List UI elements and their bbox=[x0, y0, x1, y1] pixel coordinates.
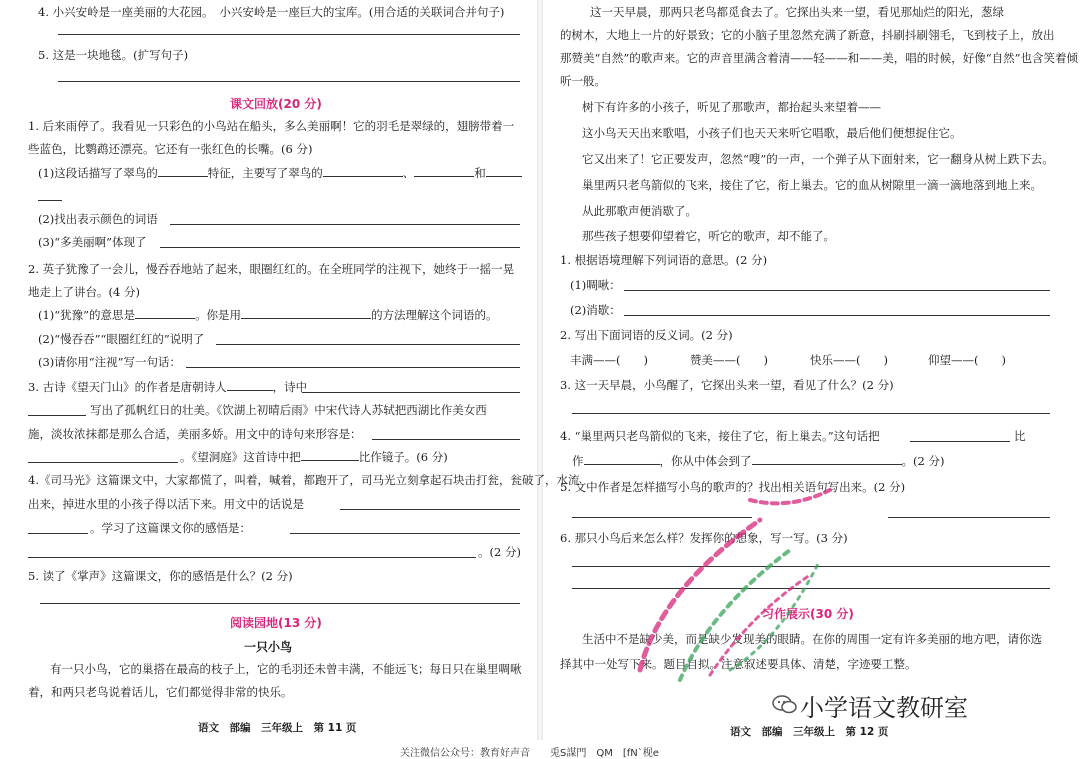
question-4-line: 4.《司马光》这篇课文中，大家都慌了，叫着，喊着，都跑开了，司马光立刻拿起石块击打瓮，瓮破了，水流 bbox=[28, 473, 580, 487]
answer-line[interactable] bbox=[216, 344, 520, 345]
answer-line[interactable] bbox=[40, 603, 520, 604]
question-5-text: 5. 这是一块地毯。(扩写句子) bbox=[38, 48, 189, 62]
antonym-item: 丰满——( ) bbox=[570, 353, 648, 367]
blank[interactable] bbox=[910, 441, 1010, 442]
story-line: 这小鸟天天出来歌唱，小孩子们也天天来听它唱歌，最后他们便想捉住它。 bbox=[582, 126, 962, 140]
wechat-icon bbox=[772, 694, 798, 714]
answer-line[interactable] bbox=[28, 557, 476, 558]
question-4-line: 作 ，你从中体会到了 。(2 分) bbox=[572, 454, 945, 468]
question-2-text: 2. 写出下面词语的反义词。(2 分) bbox=[560, 328, 733, 342]
sub-question-label: (1)啁啾： bbox=[570, 278, 621, 292]
score-note: 。(2 分) bbox=[478, 545, 521, 559]
passage-1-line: 些蓝色，比鹦鹉还漂亮。它还有一张红色的长嘴。(6 分) bbox=[28, 142, 313, 156]
blank[interactable] bbox=[28, 462, 178, 463]
story-line: 巢里两只老鸟箭似的飞来，接住了它，衔上巢去。它的血从树隙里一滴一滴地落到地上来。 bbox=[582, 178, 1042, 192]
writing-prompt: 生活中不是缺少美，而是缺少发现美的眼睛。在你的周围一定有许多美丽的地方吧，请你选 bbox=[582, 632, 1042, 646]
answer-line[interactable] bbox=[624, 315, 1050, 316]
question-3: 3. 古诗《望天门山》的作者是唐朝诗人 ，诗中 bbox=[28, 380, 308, 394]
question-5b-text: 5. 读了《掌声》这篇课文，你的感悟是什么？(2 分) bbox=[28, 569, 293, 583]
passage-1-line: 1. 后来雨停了。我看见一只彩色的小鸟站在船头，多么美丽啊！它的羽毛是翠绿的，翅膀带着一 bbox=[28, 119, 515, 133]
passage-2-line: 地走上了讲台。(4 分) bbox=[28, 285, 140, 299]
story-line: 它又出来了！它正要发声，忽然“嗖”的一声，一个弹子从下面射来，它一翻身从树上跌下去。 bbox=[582, 152, 1054, 166]
answer-line[interactable] bbox=[572, 413, 1050, 414]
page-footer: 语文 部编 三年级上 第 12 页 bbox=[730, 726, 889, 738]
blank[interactable] bbox=[28, 415, 86, 416]
blank[interactable] bbox=[227, 379, 273, 391]
question-6-text: 6. 那只小鸟后来怎么样？发挥你的想象，写一写。(3 分) bbox=[560, 531, 848, 545]
sub-question: (1)“犹豫”的意思是 。你是用 的方法理解这个词语的。 bbox=[38, 308, 498, 322]
antonym-item: 仰望——( ) bbox=[928, 353, 1006, 367]
question-3-line: 写出了孤帆红日的壮美。《饮湖上初晴后雨》中宋代诗人苏轼把西湖比作美女西 bbox=[90, 403, 487, 417]
passage-2-line: 2. 英子犹豫了一会儿，慢吞吞地站了起来，眼圈红红的。在全班同学的注视下，她终于一摇一晃 bbox=[28, 262, 515, 276]
blank[interactable] bbox=[584, 453, 660, 465]
question-3-line: 施，淡妆浓抹都是那么合适，美丽多娇。用文中的诗句来形容是： bbox=[28, 427, 362, 441]
story-line: 有一只小鸟，它的巢搭在最高的枝子上，它的毛羽还未曾丰满，不能远飞；每日只在巢里啁啾 bbox=[50, 662, 522, 676]
blank[interactable] bbox=[28, 533, 88, 534]
blank[interactable] bbox=[323, 165, 403, 177]
answer-line[interactable] bbox=[290, 533, 520, 534]
question-5-text: 5. 文中作者是怎样描写小鸟的歌声的？找出相关语句写出来。(2 分) bbox=[560, 480, 906, 494]
answer-line[interactable] bbox=[170, 224, 520, 225]
answer-line[interactable] bbox=[160, 247, 520, 248]
section-heading-review: 课文回放(20 分) bbox=[230, 97, 322, 111]
section-heading-reading: 阅读园地(13 分) bbox=[230, 616, 322, 630]
sub-question-label: (3)“多美丽啊”体现了 bbox=[38, 235, 147, 249]
section-heading-writing: 习作展示(30 分) bbox=[762, 607, 854, 621]
sub-question: (1)这段话描写了翠鸟的 特征，主要写了翠鸟的 、 和 bbox=[38, 165, 522, 181]
question-1-text: 1. 根据语境理解下列词语的意思。(2 分) bbox=[560, 253, 768, 267]
answer-line[interactable] bbox=[372, 439, 520, 440]
page-footer: 语文 部编 三年级上 第 11 页 bbox=[198, 722, 357, 734]
seal-stamp bbox=[600, 470, 860, 690]
story-line: 的树木，大地上一片的好景致；它的小脑子里忽然充满了新意，抖刷抖刷翎毛，飞到枝子上，放出 bbox=[560, 28, 1055, 42]
sub-question-label: (2)找出表示颜色的词语 bbox=[38, 212, 158, 226]
sub-question-label: (2)“慢吞吞”“眼圈红红的”说明了 bbox=[38, 332, 205, 346]
answer-line[interactable] bbox=[340, 509, 520, 510]
story-title: 一只小鸟 bbox=[244, 640, 293, 654]
antonym-item: 快乐——( ) bbox=[810, 353, 888, 367]
question-4-text: 4. 小兴安岭是一座美丽的大花园。 小兴安岭是一座巨大的宝库。(用合适的关联词合并句子) bbox=[38, 5, 505, 19]
question-4-line: 出来，掉进水里的小孩子得以活下来。用文中的话说是 bbox=[28, 497, 304, 511]
blank[interactable] bbox=[414, 165, 474, 177]
answer-line[interactable] bbox=[58, 81, 520, 82]
blank[interactable] bbox=[38, 200, 62, 201]
answer-line[interactable] bbox=[624, 290, 1050, 291]
question-4-line: 。学习了这篇课文你的感悟是： bbox=[90, 521, 251, 535]
sub-question-label: (2)消歇： bbox=[570, 303, 621, 317]
story-line: 树下有许多的小孩子，听见了那歌声，都抬起头来望着—— bbox=[582, 100, 881, 114]
writing-prompt: 择其中一处写下来。题目自拟。注意叙述要具体、清楚，字迹要工整。 bbox=[560, 657, 917, 671]
story-line: 着，和两只老鸟说着话儿，它们都觉得非常的快乐。 bbox=[28, 685, 293, 699]
blank[interactable] bbox=[301, 449, 359, 461]
answer-line[interactable] bbox=[186, 367, 520, 368]
answer-line[interactable] bbox=[888, 517, 1050, 518]
sub-question-label: (3)请你用“注视”写一句话： bbox=[38, 355, 182, 369]
blank[interactable] bbox=[158, 165, 208, 177]
blank[interactable] bbox=[752, 453, 902, 465]
blank[interactable] bbox=[486, 165, 522, 177]
blank[interactable] bbox=[135, 307, 195, 319]
blank[interactable] bbox=[241, 307, 371, 319]
story-line: 从此那歌声便消歇了。 bbox=[582, 204, 697, 218]
question-3-tail: 。《望洞庭》这首诗中把 比作镜子。(6 分) bbox=[180, 450, 448, 464]
answer-line[interactable] bbox=[302, 392, 520, 393]
bottom-note: 关注微信公众号：教育好声音 兎S謀門 QM [fN`枧e bbox=[400, 748, 659, 759]
story-line: 那赞美“自然”的歌声来。它的声音里满含着清——轻——和——美，唱的时候，好像“自然”也含笑着倾 bbox=[560, 51, 1079, 65]
question-3-text: 3. 这一天早晨，小鸟醒了，它探出头来一望，看见了什么？(2 分) bbox=[560, 378, 894, 392]
story-line: 那些孩子想要仰望着它，听它的歌声，却不能了。 bbox=[582, 229, 835, 243]
answer-line[interactable] bbox=[58, 34, 520, 35]
story-line: 这一天早晨，那两只老鸟都觅食去了。它探出头来一望，看见那灿烂的阳光，葱绿 bbox=[590, 5, 1004, 19]
story-line: 听一般。 bbox=[560, 74, 606, 88]
question-4-text: 比 bbox=[1014, 429, 1026, 443]
question-4-text: 4. “巢里两只老鸟箭似的飞来，接住了它，衔上巢去。”这句话把 bbox=[560, 429, 880, 443]
watermark-text: 小学语文教研室 bbox=[800, 694, 968, 722]
antonym-item: 赞美——( ) bbox=[690, 353, 768, 367]
